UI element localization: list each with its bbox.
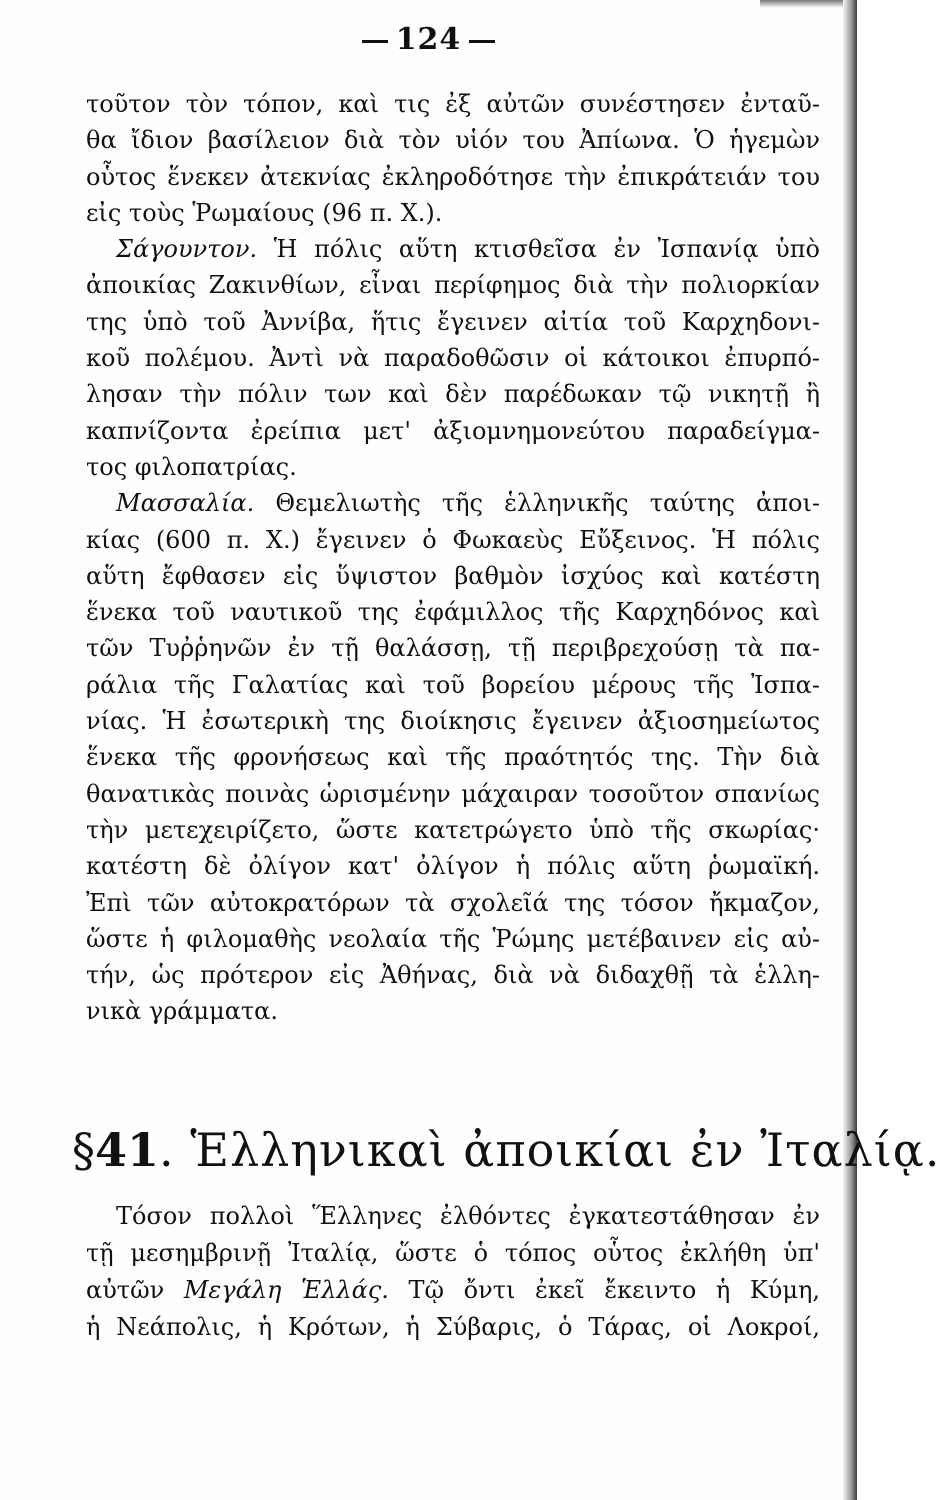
text-line: αὕτη ἔφθασεν εἰς ὕψιστον βαθμὸν ἰσχύος καὶ κατέστη (86, 561, 820, 590)
text-line: τὴν μετεχειρίζετο, ὥστε κατετρώγετο ὑπὸ τῆς σκωρίας· (86, 815, 820, 844)
section-symbol: § (72, 1123, 95, 1177)
text-line: κατέστη δὲ ὀλίγον κατ' ὀλίγον ἡ πόλις αὕτη ῥωμαϊκή. (86, 852, 820, 881)
text-line: τῇ μεσημβρινῇ Ἰταλίᾳ, ὥστε ὁ τόπος οὗτος ἐκλήθη ὑπ' (86, 1239, 820, 1267)
text-line (86, 231, 820, 267)
text-line: ἀποικίας Ζακινθίων, εἶναι περίφημος διὰ τὴν πολιορκίαν (86, 271, 820, 300)
text-line: θανατικὰς ποινὰς ὡρισμένην μάχαιραν τοσοῦτον σπανίως (86, 779, 820, 808)
text-fragment: αὐτῶν (86, 1276, 184, 1304)
text-line: τος φιλοπατρίας. (86, 452, 297, 481)
text-line: κίας (600 π. Χ.) ἔγεινεν ὁ Φωκαεὺς Εὔξεινος. Ἡ πόλις (86, 525, 820, 554)
text-line: ἡ Νεάπολις, ἡ Κρότων, ἡ Σύβαρις, ὁ Τάρας, οἱ Λοκροί, (86, 1313, 820, 1341)
text-line: οὗτος ἕνεκεν ἀτεκνίας ἐκληροδότησε τὴν ἐπικράτειάν του (86, 162, 820, 191)
section-number: 41 (95, 1123, 160, 1177)
place-name-massalia: Μασσαλία. (116, 489, 255, 518)
text-line (86, 1272, 820, 1309)
place-name-megale-hellas: Μεγάλη Ἑλλάς. (183, 1276, 389, 1304)
text-line: Τόσον πολλοὶ Ἕλληνες ἐλθόντες ἐγκατεστάθησαν ἐν (116, 1202, 820, 1230)
text-line: εἰς τοὺς Ῥωμαίους (96 π. Χ.). (86, 198, 443, 227)
text-fragment: Ἡ πόλις αὕτη κτισθεῖσα ἐν Ἰσπανίᾳ ὑπὸ (257, 235, 820, 264)
section-body-text (86, 1198, 820, 1346)
section-title: . Ἑλληνικαὶ ἀποικίαι ἐν Ἰταλίᾳ. (159, 1123, 940, 1177)
text-line: Ἐπὶ τῶν αὐτοκρατόρων τὰ σχολεῖά της τόσον ἤκμαζον, (86, 888, 820, 917)
text-fragment: Θεμελιωτὴς τῆς ἑλληνικῆς ταύτης ἀποι- (254, 489, 820, 518)
section-heading (72, 1120, 940, 1180)
page-header (0, 22, 857, 57)
text-line: ἕνεκα τοῦ ναυτικοῦ της ἐφάμιλλος τῆς Καρχηδόνος καὶ (86, 598, 820, 627)
text-line: ἕνεκα τῆς φρονήσεως καὶ τῆς πραότητός της. Τὴν διὰ (86, 743, 820, 772)
text-line: κοῦ πολέμου. Ἀντὶ νὰ παραδοθῶσιν οἱ κάτοικοι ἐπυρπό- (86, 344, 820, 373)
header-dash-left (362, 40, 388, 43)
text-line: λησαν τὴν πόλιν των καὶ δὲν παρέδωκαν τῷ νικητῇ ἢ (86, 380, 820, 409)
page-number: 124 (395, 22, 462, 57)
text-line: ὥστε ἡ φιλομαθὴς νεολαία τῆς Ῥώμης μετέβαινεν εἰς αὐ- (86, 924, 820, 953)
text-line: καπνίζοντα ἐρείπια μετ' ἀξιομνημονεύτου παραδείγμα- (86, 416, 820, 445)
text-fragment: Τῷ ὄντι ἐκεῖ ἔκειντο ἡ Κύμη, (388, 1276, 820, 1304)
text-line (86, 485, 820, 521)
text-line: ράλια τῆς Γαλατίας καὶ τοῦ βορείου μέρους τῆς Ἰσπα- (86, 670, 820, 699)
text-line: τήν, ὡς πρότερον εἰς Ἀθήνας, διὰ νὰ διδαχθῇ τὰ ἑλλη- (86, 961, 820, 990)
text-line: τοῦτον τὸν τόπον, καὶ τις ἐξ αὐτῶν συνέστησεν ἐνταῦ- (86, 90, 820, 118)
text-line: της ὑπὸ τοῦ Ἀννίβα, ἥτις ἔγεινεν αἰτία τοῦ Καρχηδονι- (86, 307, 820, 336)
place-name-saguntum: Σάγουντον. (116, 235, 258, 264)
body-text (86, 86, 820, 1030)
text-line: νίας. Ἡ ἐσωτερικὴ της διοίκησις ἔγεινεν ἀξιοσημείωτος (86, 707, 820, 736)
text-line: νικὰ γράμματα. (86, 997, 279, 1026)
text-line: θα ἴδιον βασίλειον διὰ τὸν υἱόν του Ἀπίωνα. Ὁ ἡγεμὼν (86, 126, 820, 155)
text-line: τῶν Τυῤῥηνῶν ἐν τῇ θαλάσσῃ, τῇ περιβρεχούσῃ τὰ πα- (86, 634, 820, 663)
header-dash-right (469, 40, 495, 43)
page-edge-shadow-right (843, 0, 857, 1500)
